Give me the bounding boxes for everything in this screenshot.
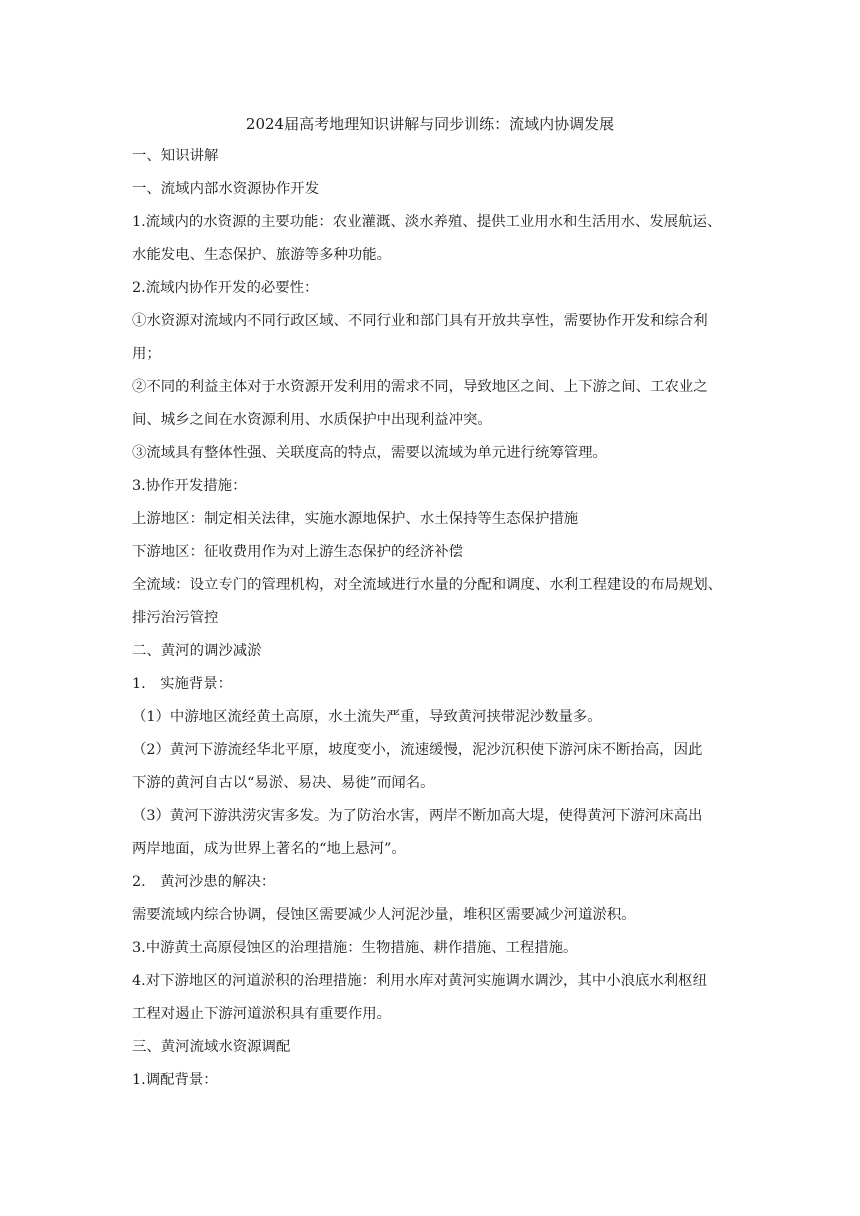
text-line: 2. 黄河沙患的解决： xyxy=(132,874,276,890)
paragraph xyxy=(132,904,744,926)
paragraph xyxy=(132,1069,744,1091)
text-line: 需要流域内综合协调，侵蚀区需要减少人河泥沙量，堆积区需要减少河道淤积。 xyxy=(132,907,636,923)
paragraph xyxy=(132,574,744,629)
paragraph xyxy=(132,277,744,299)
paragraph xyxy=(132,145,744,167)
paragraph xyxy=(132,376,744,431)
text-line: 3.协作开发措施： xyxy=(132,478,247,494)
text-line: 1. 实施背景： xyxy=(132,676,233,692)
paragraph xyxy=(132,937,744,959)
text-line: 1.调配背景： xyxy=(132,1072,218,1088)
text-line: 用； xyxy=(132,346,161,362)
text-line: （2）黄河下游流经华北平原，坡度变小，流速缓慢，泥沙沉积使下游河床不断抬高，因此 xyxy=(132,742,703,758)
text-line: 下游的黄河自古以“易淤、易决、易徙”而闻名。 xyxy=(132,775,435,791)
paragraph xyxy=(132,475,744,497)
paragraph xyxy=(132,541,744,563)
paragraph xyxy=(132,706,744,728)
text-line: 全流域：设立专门的管理机构，对全流域进行水量的分配和调度、水利工程建设的布局规划、 xyxy=(132,577,723,593)
text-line: 二、黄河的调沙减淤 xyxy=(132,643,262,659)
text-line: ①水资源对流域内不同行政区域、不同行业和部门具有开放共享性，需要协作开发和综合利 xyxy=(132,313,708,329)
paragraph xyxy=(132,673,744,695)
paragraph xyxy=(132,1036,744,1058)
text-line: 一、知识讲解 xyxy=(132,148,219,164)
text-line: 两岸地面，成为世界上著名的“地上悬河”。 xyxy=(132,841,406,857)
text-line: 1.流域内的水资源的主要功能：农业灌溉、淡水养殖、提供工业用水和生活用水、发展航运、 xyxy=(132,214,722,230)
paragraph xyxy=(132,871,744,893)
paragraph xyxy=(132,805,744,860)
text-line: ③流域具有整体性强、关联度高的特点，需要以流域为单元进行统筹管理。 xyxy=(132,445,607,461)
document-title: 2024届高考地理知识讲解与同步训练：流域内协调发展 xyxy=(245,115,615,133)
text-line: 3.中游黄土高原侵蚀区的治理措施：生物措施、耕作措施、工程措施。 xyxy=(132,940,578,956)
text-line: 排污治污管控 xyxy=(132,610,219,626)
text-line: 2.流域内协作开发的必要性： xyxy=(132,280,319,296)
paragraph xyxy=(132,508,744,530)
text-line: 4.对下游地区的河道淤积的治理措施：利用水库对黄河实施调水调沙，其中小浪底水利枢纽 xyxy=(132,973,707,989)
paragraph xyxy=(132,442,744,464)
document-body xyxy=(132,145,744,1102)
paragraph xyxy=(132,640,744,662)
text-line: （1）中游地区流经黄土高原，水土流失严重，导致黄河挟带泥沙数量多。 xyxy=(132,709,602,725)
text-line: 一、流域内部水资源协作开发 xyxy=(132,181,320,197)
paragraph xyxy=(132,970,744,1025)
text-line: ②不同的利益主体对于水资源开发利用的需求不同，导致地区之间、上下游之间、工农业之 xyxy=(132,379,708,395)
paragraph xyxy=(132,739,744,794)
text-line: 水能发电、生态保护、旅游等多种功能。 xyxy=(132,247,392,263)
text-line: 上游地区：制定相关法律，实施水源地保护、水土保持等生态保护措施 xyxy=(132,511,579,527)
paragraph xyxy=(132,310,744,365)
text-line: 三、黄河流域水资源调配 xyxy=(132,1039,291,1055)
text-line: （3）黄河下游洪涝灾害多发。为了防治水害，两岸不断加高大堤，使得黄河下游河床高出 xyxy=(132,808,703,824)
paragraph xyxy=(132,178,744,200)
text-line: 下游地区：征收费用作为对上游生态保护的经济补偿 xyxy=(132,544,463,560)
text-line: 工程对遏止下游河道淤积具有重要作用。 xyxy=(132,1006,392,1022)
paragraph xyxy=(132,211,744,266)
text-line: 间、城乡之间在水资源利用、水质保护中出现利益冲突。 xyxy=(132,412,492,428)
